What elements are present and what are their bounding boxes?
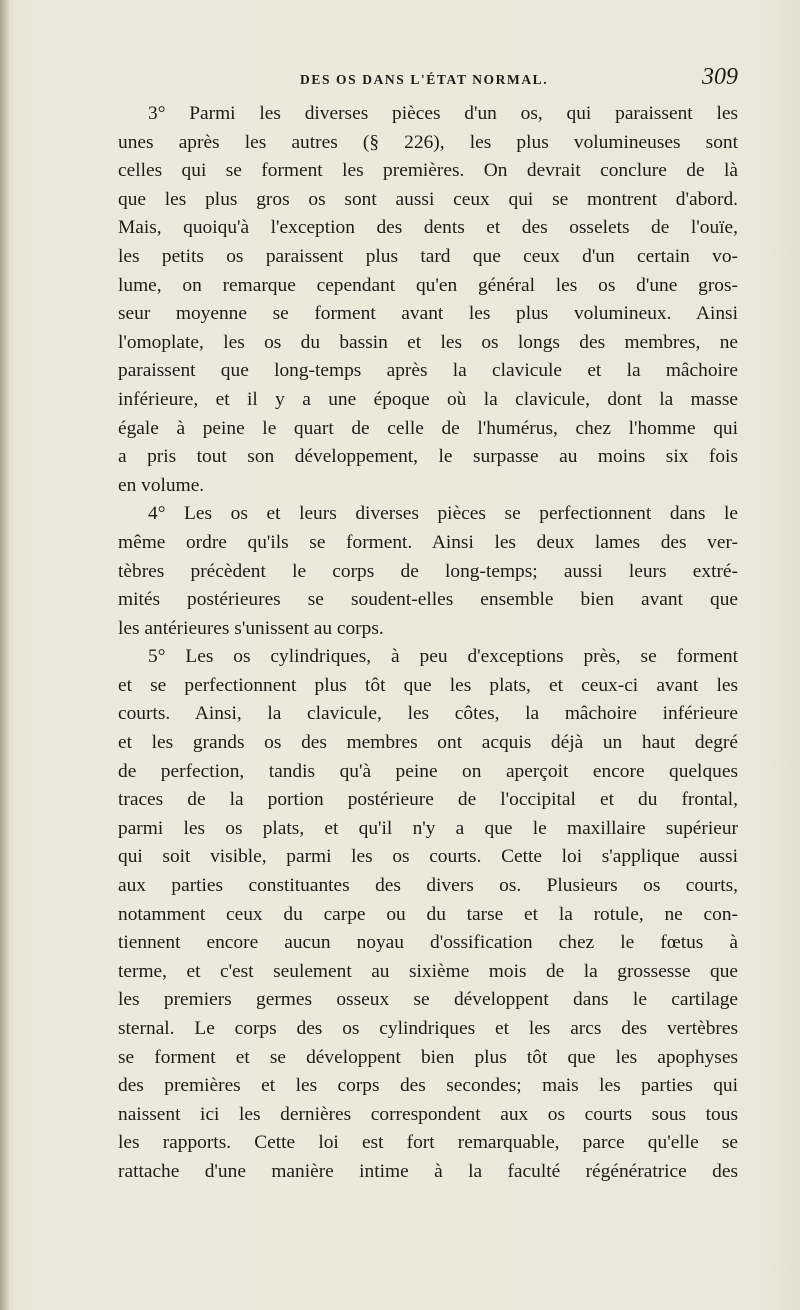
text-line: tèbres précèdent le corps de long-temps; aussi leurs extré- [118, 560, 738, 582]
text-line: rattache d'une manière intime à la faculté régénératrice des [118, 1160, 738, 1182]
text-line: paraissent que long-temps après la clavicule et la mâchoire [118, 360, 738, 382]
text-line: en volume. [118, 474, 205, 496]
text-line: l'omoplate, les os du bassin et les os longs des membres, ne [118, 331, 738, 353]
text-line: naissent ici les dernières correspondent aux os courts sous tous [118, 1103, 738, 1125]
text-line: a pris tout son développement, le surpasse au moins six fois [118, 446, 738, 468]
text-line: notamment ceux du carpe ou du tarse et la rotule, ne con- [118, 903, 738, 925]
page-number: 309 [702, 64, 738, 90]
text-line: les petits os paraissent plus tard que ceux d'un certain vo- [118, 245, 738, 267]
text-line: parmi les os plats, et qu'il n'y a que le maxillaire supérieur [118, 817, 738, 839]
text-line: les antérieures s'unissent au corps. [118, 617, 384, 639]
text-line: que les plus gros os sont aussi ceux qui se montrent d'abord. [118, 188, 738, 210]
text-line: tiennent encore aucun noyau d'ossification chez le fœtus à [118, 932, 738, 954]
text-line: de perfection, tandis qu'à peine on aperçoit encore quelques [118, 760, 738, 782]
text-line: des premières et les corps des secondes; mais les parties qui [118, 1075, 738, 1097]
text-line: même ordre qu'ils se forment. Ainsi les deux lames des ver- [118, 531, 738, 553]
binding-edge [0, 0, 9, 1310]
paragraph [118, 500, 738, 643]
paragraph [118, 100, 738, 500]
text-line: les premiers germes osseux se développent dans le cartilage [118, 989, 738, 1011]
paragraph [118, 643, 738, 1186]
text-line: les rapports. Cette loi est fort remarquable, parce qu'elle se [118, 1132, 738, 1154]
text-line: 3° Parmi les diverses pièces d'un os, qui paraissent les [148, 103, 738, 124]
text-line: se forment et se développent bien plus tôt que les apophyses [118, 1046, 738, 1068]
text-line: inférieure, et il y a une époque où la clavicule, dont la masse [118, 388, 738, 410]
text-line: courts. Ainsi, la clavicule, les côtes, la mâchoire inférieure [118, 703, 738, 725]
text-line: terme, et c'est seulement au sixième mois de la grossesse que [118, 960, 738, 982]
running-title: DES OS DANS L'ÉTAT NORMAL. [300, 72, 549, 87]
text-line: égale à peine le quart de celle de l'humérus, chez l'homme qui [118, 417, 738, 439]
text-line: traces de la portion postérieure de l'occipital et du frontal, [118, 789, 738, 811]
text-line: Mais, quoiqu'à l'exception des dents et des osselets de l'ouïe, [118, 217, 738, 239]
text-line: 4° Les os et leurs diverses pièces se perfectionnent dans le [148, 503, 738, 525]
text-line: et se perfectionnent plus tôt que les plats, et ceux-ci avant les [118, 674, 738, 696]
body-text [118, 100, 738, 1187]
text-line: unes après les autres (§ 226), les plus volumineuses sont [118, 131, 738, 153]
text-line: seur moyenne se forment avant les plus volumineux. Ainsi [118, 303, 738, 325]
text-line: mités postérieures se soudent-elles ensemble bien avant que [118, 589, 738, 611]
page-header [118, 62, 738, 96]
text-line: lume, on remarque cependant qu'en général les os d'une gros- [118, 274, 738, 296]
text-line: 5° Les os cylindriques, à peu d'exceptions près, se forment [148, 646, 738, 668]
text-line: aux parties constituantes des divers os. Plusieurs os courts, [118, 875, 738, 897]
text-line: et les grands os des membres ont acquis déjà un haut degré [118, 732, 738, 754]
text-line: qui soit visible, parmi les os courts. Cette loi s'applique aussi [118, 846, 738, 868]
text-line: sternal. Le corps des os cylindriques et les arcs des vertèbres [118, 1018, 738, 1039]
text-line: celles qui se forment les premières. On devrait conclure de là [118, 160, 738, 182]
